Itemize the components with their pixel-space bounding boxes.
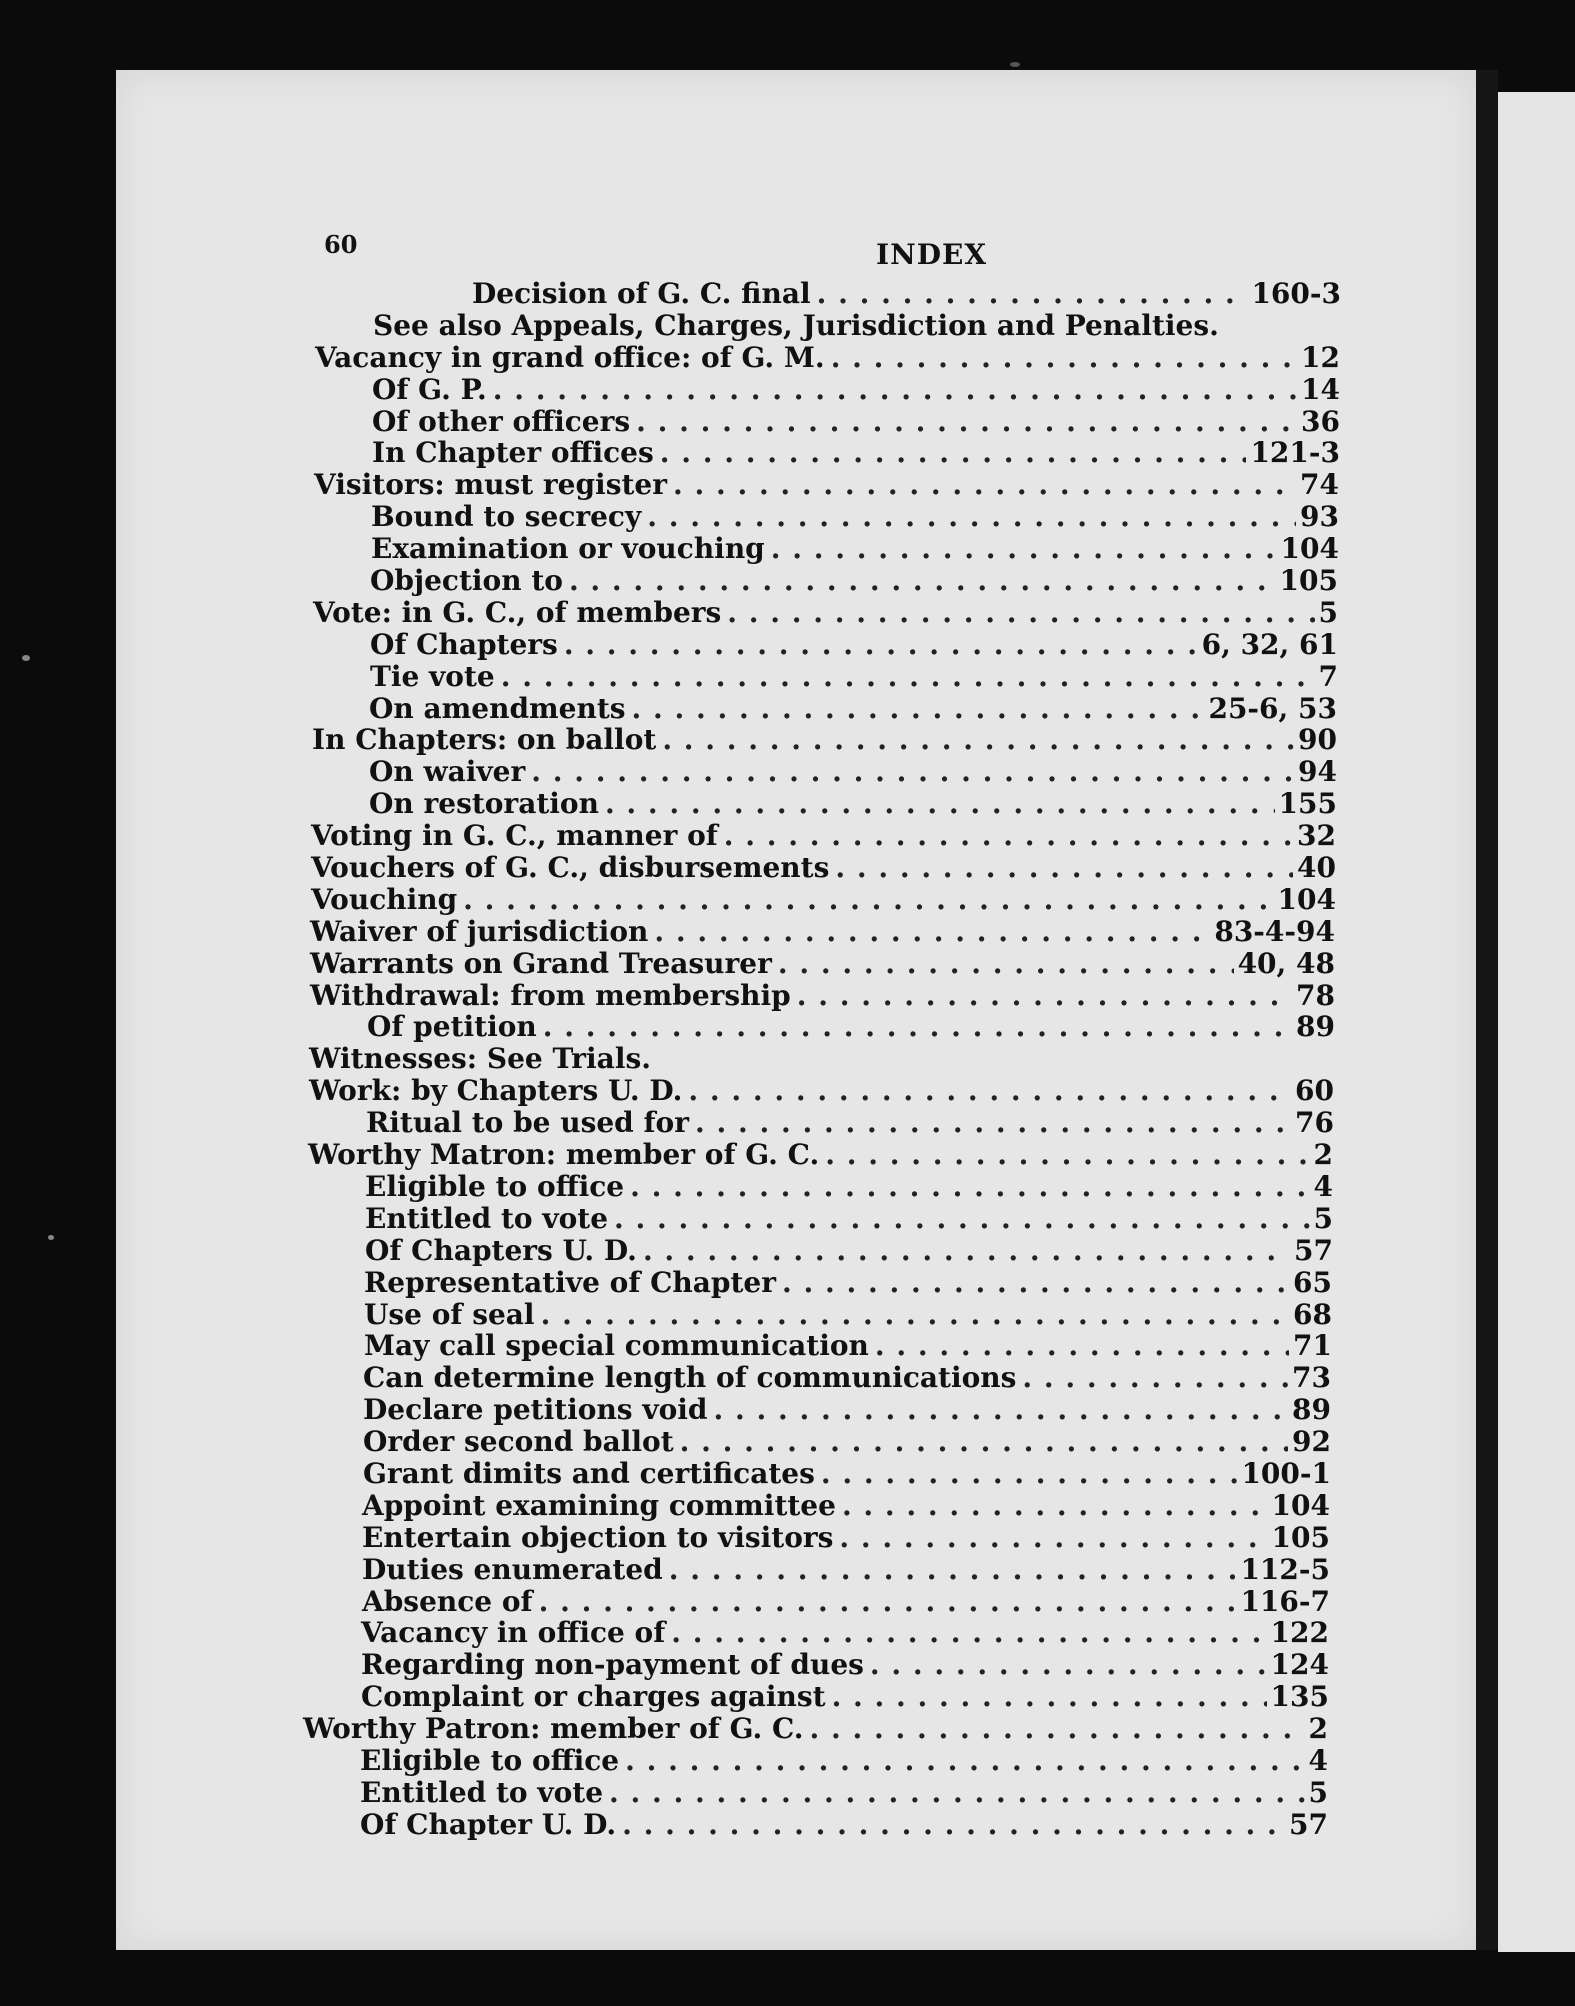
index-entry-label: Worthy Patron: member of G. C.: [303, 1712, 804, 1746]
index-entry-label: Entitled to vote: [360, 1775, 604, 1809]
index-entry-pages: 5: [1318, 595, 1338, 629]
index-entry: [116, 1490, 1330, 1522]
index-entry: [116, 1681, 1329, 1713]
page-number: 60: [324, 230, 358, 259]
index-entry-label: Duties enumerated: [362, 1552, 663, 1586]
index-entry-label: Witnesses: See Trials.: [309, 1042, 651, 1076]
index-entry-pages: 71: [1293, 1329, 1332, 1363]
index-entry-pages: 104: [1280, 532, 1339, 566]
dot-leader: [622, 1809, 1285, 1841]
index-entry: [116, 469, 1339, 501]
dot-leader: [605, 788, 1275, 820]
page-heading: INDEX: [876, 238, 988, 271]
index-entry-pages: 89: [1292, 1393, 1331, 1427]
dot-leader: [713, 1394, 1288, 1426]
dot-leader: [778, 948, 1234, 980]
dot-leader: [609, 1777, 1304, 1809]
index-entry-pages: 100-1: [1241, 1456, 1331, 1490]
index-entry-pages: 4: [1313, 1169, 1333, 1203]
dot-leader: [636, 406, 1297, 438]
index-entry-label: Waiver of jurisdiction: [310, 914, 649, 948]
scan-speck: [48, 1235, 54, 1240]
index-entry-pages: 93: [1300, 500, 1339, 534]
index-entry-pages: 5: [1308, 1775, 1328, 1809]
index-entry-label: In Chapters: on ballot: [312, 723, 657, 757]
dot-leader: [662, 724, 1294, 756]
dot-leader: [695, 1107, 1291, 1139]
index-entry: [116, 1522, 1330, 1554]
index-entry: [116, 1330, 1332, 1362]
index-entry: [116, 756, 1337, 788]
dot-leader: [842, 1490, 1268, 1522]
dot-leader: [625, 1745, 1304, 1777]
index-entry-pages: 5: [1313, 1201, 1333, 1235]
index-entry: [116, 1203, 1333, 1235]
index-entry-label: Voting in G. C., manner of: [311, 819, 718, 853]
index-entry-pages: 7: [1318, 659, 1338, 693]
index-entry: [116, 1745, 1328, 1777]
index-entry: [116, 661, 1338, 693]
index-entry-pages: 74: [1300, 468, 1339, 502]
index-entry-label: Appoint examining committee: [362, 1488, 836, 1522]
dot-leader: [539, 1586, 1237, 1618]
index-entry-label: See also Appeals, Charges, Jurisdiction and Penalties.: [373, 308, 1219, 342]
index-entry-pages: 2: [1308, 1712, 1328, 1746]
index-entry: [116, 1554, 1330, 1586]
index-entry: [116, 278, 1341, 310]
index-entry: [116, 724, 1337, 756]
index-entry-label: Vouchers of G. C., disbursements: [311, 851, 830, 885]
index-entry: [116, 597, 1338, 629]
index-entry-pages: 104: [1271, 1488, 1330, 1522]
index-entry-pages: 36: [1301, 404, 1340, 438]
dot-leader: [839, 1522, 1267, 1554]
dot-leader: [797, 980, 1292, 1012]
index-entry-label: Tie vote: [370, 659, 495, 693]
dot-leader: [630, 1171, 1309, 1203]
dot-leader: [680, 1426, 1288, 1458]
index-entry-pages: 89: [1296, 1010, 1335, 1044]
dot-leader: [463, 884, 1273, 916]
dot-leader: [875, 1330, 1289, 1362]
index-entry: [116, 1777, 1328, 1809]
index-entry-pages: 155: [1278, 787, 1337, 821]
index-entry-label: Use of seal: [364, 1297, 535, 1331]
index-entry: [116, 310, 1341, 342]
index-entry-pages: 65: [1293, 1265, 1332, 1299]
index-entry-label: Vouching: [311, 882, 458, 916]
index-entry-label: May call special communication: [364, 1329, 869, 1363]
index-entry-label: Bound to secrecy: [371, 500, 642, 534]
dot-leader: [531, 756, 1294, 788]
index-entry-pages: 160-3: [1251, 277, 1341, 310]
book-page: [116, 70, 1476, 1950]
index-entry-pages: 112-5: [1240, 1552, 1330, 1586]
index-entry-label: Objection to: [370, 564, 563, 598]
index-entry-label: On restoration: [369, 787, 599, 821]
index-entry: [116, 501, 1339, 533]
dot-leader: [541, 1299, 1289, 1331]
index-entry: [116, 342, 1340, 374]
index-entry-label: Worthy Matron: member of G. C.: [308, 1138, 820, 1172]
dot-leader: [564, 629, 1198, 661]
dot-leader: [688, 1075, 1291, 1107]
index-entry-pages: 40: [1297, 851, 1336, 885]
index-entry-label: Entertain objection to visitors: [362, 1520, 834, 1554]
index-entry-label: Vote: in G. C., of members: [313, 595, 722, 629]
index-entry-label: Vacancy in office of: [361, 1616, 666, 1650]
index-entry: [116, 1586, 1330, 1618]
index-entry: [116, 565, 1338, 597]
dot-leader: [810, 1713, 1305, 1745]
index-entry-pages: 116-7: [1240, 1584, 1330, 1618]
dot-leader: [614, 1203, 1309, 1235]
index-entry-label: Entitled to vote: [365, 1201, 609, 1235]
index-entry-pages: 78: [1296, 978, 1335, 1012]
index-entry: [116, 948, 1335, 980]
dot-leader: [724, 820, 1293, 852]
index-entry-label: Of Chapter U. D.: [360, 1807, 617, 1841]
dot-leader: [501, 661, 1315, 693]
index-entry-label: Representative of Chapter: [364, 1265, 776, 1299]
dot-leader: [832, 1681, 1267, 1713]
index-entry-label: Order second ballot: [363, 1425, 674, 1459]
dot-leader: [671, 1617, 1266, 1649]
index-entry: [116, 1107, 1334, 1139]
index-entry-pages: 12: [1301, 340, 1340, 374]
dot-leader: [632, 693, 1205, 725]
index-entry: [116, 1617, 1329, 1649]
index-entry: [116, 1011, 1335, 1043]
index-entry-pages: 60: [1295, 1074, 1334, 1108]
index-entry-pages: 83-4-94: [1214, 914, 1335, 948]
index-entry-pages: 94: [1298, 755, 1337, 789]
dot-leader: [782, 1267, 1289, 1299]
index-entry-label: Of petition: [367, 1010, 537, 1044]
index-entry: [116, 693, 1337, 725]
index-entry-pages: 124: [1270, 1648, 1329, 1682]
dot-leader: [543, 1011, 1292, 1043]
scan-speck: [22, 655, 30, 661]
index-entry-pages: 2: [1313, 1138, 1333, 1172]
index-entry: [116, 980, 1335, 1012]
index-entry-pages: 135: [1270, 1680, 1329, 1714]
dot-leader: [647, 501, 1296, 533]
dot-leader: [673, 469, 1296, 501]
index-entry-label: Absence of: [362, 1584, 533, 1618]
index-entry-pages: 25-6, 53: [1208, 691, 1337, 725]
dot-leader: [825, 1139, 1309, 1171]
index-entry-pages: 57: [1294, 1233, 1333, 1267]
dot-leader: [654, 916, 1210, 948]
dot-leader: [569, 565, 1276, 597]
dot-leader: [817, 278, 1248, 310]
index-entry-label: Decision of G. C. final: [472, 277, 811, 310]
index-entry-label: Work: by Chapters U. D.: [309, 1074, 683, 1108]
dot-leader: [821, 1458, 1238, 1490]
index-entry-pages: 76: [1295, 1106, 1334, 1140]
index-entry: [116, 1139, 1333, 1171]
facing-page-edge: [1498, 92, 1575, 1952]
dot-leader: [1022, 1362, 1288, 1394]
index-entry-label: Grant dimits and certificates: [363, 1456, 815, 1490]
index-entry-label: Of Chapters: [370, 627, 558, 661]
index-entry: [116, 788, 1337, 820]
index-entry-label: On waiver: [369, 755, 526, 789]
index-entry: [116, 1809, 1328, 1841]
index-entry: [116, 1362, 1331, 1394]
index-entry-pages: 90: [1298, 723, 1337, 757]
index-entry-label: Regarding non-payment of dues: [361, 1648, 864, 1682]
index-entry-pages: 121-3: [1250, 436, 1340, 470]
index-entry-label: Eligible to office: [365, 1169, 625, 1203]
index-entry-label: On amendments: [369, 691, 626, 725]
index-entry: [116, 533, 1339, 565]
index-entry-label: Declare petitions void: [363, 1393, 708, 1427]
index-entry: [116, 629, 1338, 661]
index-entry: [116, 437, 1340, 469]
index-entry-label: Vacancy in grand office: of G. M.: [315, 340, 825, 374]
index-entry: [116, 852, 1336, 884]
dot-leader: [771, 533, 1277, 565]
dot-leader: [870, 1649, 1267, 1681]
page-gutter: [1476, 70, 1498, 1950]
index-entry: [116, 1235, 1333, 1267]
index-entry-pages: 105: [1279, 564, 1338, 598]
index-entry-pages: 40, 48: [1237, 946, 1335, 980]
scan-speck: [1010, 62, 1020, 67]
index-entry: [116, 1649, 1329, 1681]
index-entry: [116, 884, 1336, 916]
index-entry-label: Visitors: must register: [314, 468, 667, 502]
index-entry: [116, 1267, 1332, 1299]
index-entry-label: Complaint or charges against: [361, 1680, 826, 1714]
index-entry-label: Of other officers: [372, 404, 631, 438]
index-entry: [116, 406, 1340, 438]
index-entry-pages: 32: [1297, 819, 1336, 853]
dot-leader: [669, 1554, 1237, 1586]
index-entry-pages: 57: [1289, 1807, 1328, 1841]
index-entry: [116, 1043, 1334, 1075]
index-entry: [116, 1426, 1331, 1458]
index-entry-label: Of Chapters U. D.: [365, 1233, 637, 1267]
dot-leader: [835, 852, 1293, 884]
index-entry: [116, 820, 1336, 852]
index-entry: [116, 1171, 1333, 1203]
index-entry: [116, 1075, 1334, 1107]
index-entry-label: Warrants on Grand Treasurer: [310, 946, 772, 980]
index-entry-pages: 73: [1292, 1361, 1331, 1395]
index-entry: [116, 1299, 1332, 1331]
index-entry-pages: 14: [1301, 372, 1340, 406]
index-entry-label: Eligible to office: [360, 1743, 620, 1777]
index-entry-label: In Chapter offices: [372, 436, 654, 470]
index-entry-pages: 105: [1271, 1520, 1330, 1554]
index-entry: [116, 916, 1335, 948]
index-list: [116, 278, 1476, 1841]
index-entry-pages: 122: [1270, 1616, 1329, 1650]
index-entry-pages: 68: [1293, 1297, 1332, 1331]
index-entry: [116, 374, 1340, 406]
index-entry-label: Can determine length of communications: [363, 1361, 1017, 1395]
dot-leader: [831, 342, 1297, 374]
index-entry-label: Ritual to be used for: [366, 1106, 689, 1140]
index-entry-label: Withdrawal: from membership: [310, 978, 791, 1012]
index-entry-label: Of G. P.: [372, 372, 487, 406]
index-entry: [116, 1394, 1331, 1426]
dot-leader: [660, 437, 1247, 469]
index-entry-pages: 92: [1292, 1425, 1331, 1459]
index-entry-pages: 104: [1277, 882, 1336, 916]
index-entry-pages: 4: [1308, 1743, 1328, 1777]
dot-leader: [493, 374, 1297, 406]
index-entry: [116, 1458, 1331, 1490]
index-entry-label: Examination or vouching: [371, 532, 765, 566]
index-entry: [116, 1713, 1328, 1745]
dot-leader: [643, 1235, 1290, 1267]
index-entry-pages: 6, 32, 61: [1201, 627, 1338, 661]
dot-leader: [727, 597, 1314, 629]
